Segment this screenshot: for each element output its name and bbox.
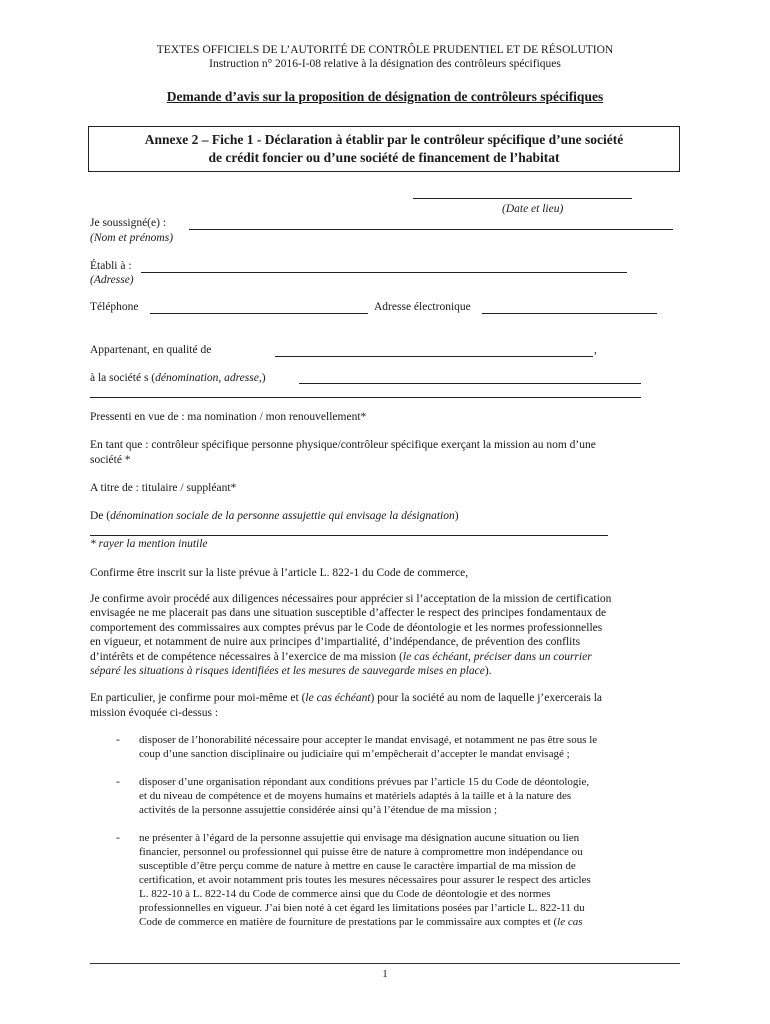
diligences-line-6: séparé les situations à risques identifiées et les mesures de sauvegarde mises en place). (90, 665, 492, 677)
bullet-3-line-7: Code de commerce en matière de fourniture de prestations par le commissaire aux comptes et (le cas (139, 916, 583, 928)
bullet-2-line-2: et du niveau de compétence et de moyens humains et matériels adaptés à la taille et à la nature des (139, 790, 572, 802)
societe-field[interactable] (299, 383, 641, 384)
date-lieu-label: (Date et lieu) (502, 203, 564, 215)
header-line-2: Instruction n° 2016-I-08 relative à la désignation des contrôleurs spécifiques (209, 58, 561, 70)
appartenant-comma: , (594, 344, 597, 356)
telephone-field[interactable] (150, 313, 368, 314)
qualite-field[interactable] (275, 356, 593, 357)
email-field[interactable] (482, 313, 657, 314)
adresse-field[interactable] (141, 272, 627, 273)
bullet-3-line-4: certification, et avoir notamment pris toutes les mesures nécessaires pour assurer le respect des articles (139, 874, 591, 886)
bullet-marker: - (116, 832, 120, 844)
societe-label: à la société s (dénomination, adresse,) (90, 372, 266, 384)
header-line-1: TEXTES OFFICIELS DE L’AUTORITÉ DE CONTRÔLE PRUDENTIEL ET DE RÉSOLUTION (156, 44, 614, 56)
telephone-label: Téléphone (90, 301, 139, 313)
particulier-line-1: En particulier, je confirme pour moi-même et (le cas échéant) pour la société au nom de laquelle j’exercerais la (90, 692, 603, 704)
document-title: Demande d’avis sur la proposition de désignation de contrôleurs spécifiques (166, 89, 604, 104)
bullet-marker: - (116, 776, 120, 788)
en-tant-que-line-2: société * (90, 454, 131, 466)
annex-line-2: de crédit foncier ou d’une société de financement de l’habitat (208, 150, 560, 165)
en-tant-que-line-1: En tant que : contrôleur spécifique personne physique/contrôleur spécifique exerçant la mission au nom d’une (90, 439, 596, 451)
bullet-1-line-2: coup d’une sanction disciplinaire ou judiciaire qui m’empêcherait d’accepter le mandat envisagé ; (139, 748, 570, 760)
date-lieu-field[interactable] (413, 198, 632, 199)
diligences-line-2: envisagée ne me placerait pas dans une situation susceptible d’affecter le respect des principes fondamentaux de (90, 607, 607, 619)
etabli-label: Établi à : (90, 260, 132, 272)
nom-field[interactable] (189, 229, 673, 230)
confirme-text: Confirme être inscrit sur la liste prévue à l’article L. 822-1 du Code de commerce, (90, 567, 469, 579)
annex-box (88, 126, 680, 172)
de-field[interactable] (90, 535, 608, 536)
bullet-3-line-5: L. 822-10 à L. 822-14 du Code de commerce ainsi que du Code de déontologie et des normes (139, 888, 551, 900)
diligences-line-3: comportement des commissaires aux comptes prévus par le Code de déontologie et les normes professionnelles (90, 622, 603, 634)
bullet-3-line-1: ne présenter à l’égard de la personne assujettie qui envisage ma désignation aucune situation ou lien (139, 832, 580, 844)
footer-divider (90, 963, 680, 964)
bullet-3-line-3: susceptible d’être perçu comme de nature à mettre en cause le caractère impartial de ma mission de (139, 860, 576, 872)
soussigne-label: Je soussigné(e) : (90, 217, 167, 229)
bullet-marker: - (116, 734, 120, 746)
bullet-3-line-2: financier, personnel ou professionnel qui puisse être de nature à compromettre mon indépendance ou (139, 846, 583, 858)
nom-prenoms-hint: (Nom et prénoms) (90, 232, 174, 244)
bullet-3-line-6: professionnelles en vigueur. J’ai bien noté à cet égard les limitations posées par l’article L. 822-11 du (139, 902, 585, 914)
email-label: Adresse électronique (374, 301, 471, 313)
a-titre-text: A titre de : titulaire / suppléant* (90, 482, 237, 494)
diligences-line-1: Je confirme avoir procédé aux diligences nécessaires pour apprécier si l’acceptation de la mission de certification (90, 593, 612, 605)
diligences-line-5: d’intérêts et de compétence nécessaires à l’exercice de ma mission (le cas échéant, préciser dans un courrier (90, 651, 592, 663)
rayer-note: * rayer la mention inutile (90, 538, 208, 550)
societe-field-line-2[interactable] (90, 397, 641, 398)
page-number: 1 (382, 968, 388, 980)
particulier-line-2: mission évoquée ci-dessus : (90, 707, 219, 719)
appartenant-label: Appartenant, en qualité de (90, 344, 212, 356)
diligences-line-4: en vigueur, et notamment de nuire aux principes d’impartialité, d’indépendance, de prévention des conflits (90, 636, 581, 648)
bullet-2-line-1: disposer d’une organisation répondant aux conditions prévues par l’article 15 du Code de déontologie, (139, 776, 590, 788)
adresse-hint: (Adresse) (90, 274, 134, 286)
pressenti-text: Pressenti en vue de : ma nomination / mon renouvellement* (90, 411, 367, 423)
annex-line-1: Annexe 2 – Fiche 1 - Déclaration à établir par le contrôleur spécifique d’une société (144, 132, 624, 147)
bullet-1-line-1: disposer de l’honorabilité nécessaire pour accepter le mandat envisagé, et notamment ne pas être sous le (139, 734, 598, 746)
bullet-2-line-3: activités de la personne assujettie considérée ainsi qu’à l’étendue de ma mission ; (139, 804, 497, 816)
de-label: De (dénomination sociale de la personne assujettie qui envisage la désignation) (90, 510, 459, 522)
